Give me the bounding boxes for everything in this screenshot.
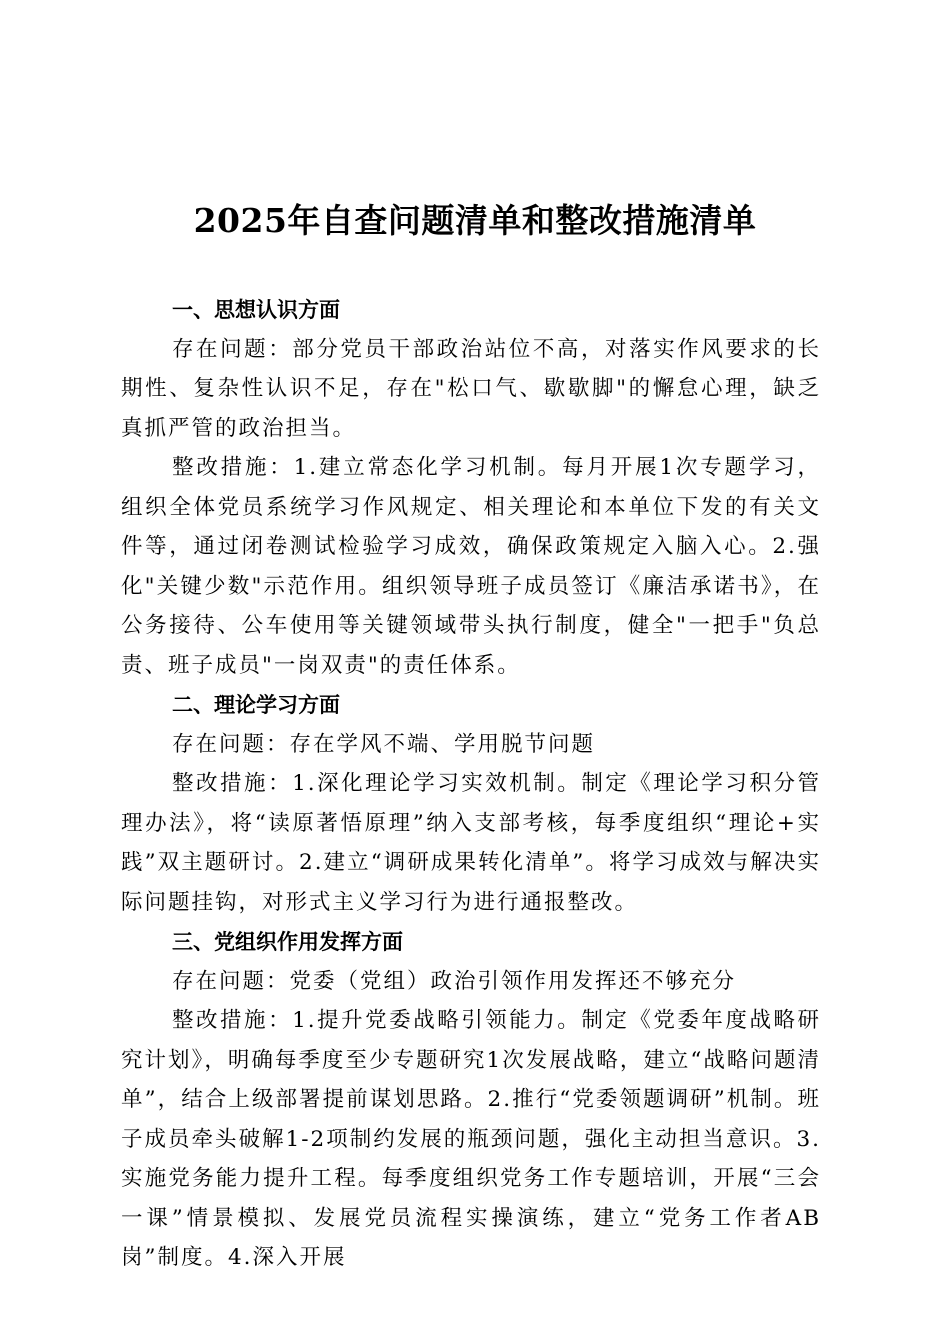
measures-paragraph: 整改措施：1.建立常态化学习机制。每月开展1次专题学习，组织全体党员系统学习作风规定、相关理论和本单位下发的有关文件等，通过闭卷测试检验学习成效，确保政策规定入脑入心。2.强化"关键少数"示范作用。组织领导班子成员签订《廉洁承诺书》，在公务接待、公车使用等关键领域带头执行制度，健全"一把手"负总责、班子成员"一岗双责"的责任体系。 (121, 455, 822, 678)
measures-paragraph: 整改措施：1.深化理论学习实效机制。制定《理论学习积分管理办法》，将“读原著悟原理”纳入支部考核，每季度组织“理论+实践”双主题研讨。2.建立“调研成果转化清单”。将学习成效与解决实际问题挂钩，对形式主义学习行为进行通报整改。 (121, 771, 821, 915)
section-ideological-awareness (121, 290, 821, 685)
section-theory-study (121, 685, 821, 922)
section-heading: 一、思想认识方面 (172, 297, 340, 322)
problem-paragraph: 存在问题：存在学风不端、学用脱节问题 (172, 731, 596, 757)
section-heading: 二、理论学习方面 (172, 692, 340, 717)
document-body (121, 290, 821, 1278)
section-heading: 三、党组织作用发挥方面 (172, 929, 403, 954)
measures-paragraph: 整改措施：1.提升党委战略引领能力。制定《党委年度战略研究计划》，明确每季度至少专题研究1次发展战略，建立“战略问题清单”，结合上级部署提前谋划思路。2.推行“党委领题调研”机制。班子成员牵头破解1-2项制约发展的瓶颈问题，强化主动担当意识。3.实施党务能力提升工程。每季度组织党务工作专题培训，开展“三会一课”情景模拟、发展党员流程实操演练，建立“党务工作者AB岗”制度。4.深入开展 (121, 1008, 821, 1270)
problem-paragraph: 存在问题：党委（党组）政治引领作用发挥还不够充分 (172, 968, 737, 994)
section-party-organization-role (121, 922, 821, 1278)
problem-paragraph: 存在问题：部分党员干部政治站位不高，对落实作风要求的长期性、复杂性认识不足，存在"松口气、歇歇脚"的懈怠心理，缺乏真抓严管的政治担当。 (121, 336, 821, 441)
document-title: 2025年自查问题清单和整改措施清单 (193, 201, 757, 240)
